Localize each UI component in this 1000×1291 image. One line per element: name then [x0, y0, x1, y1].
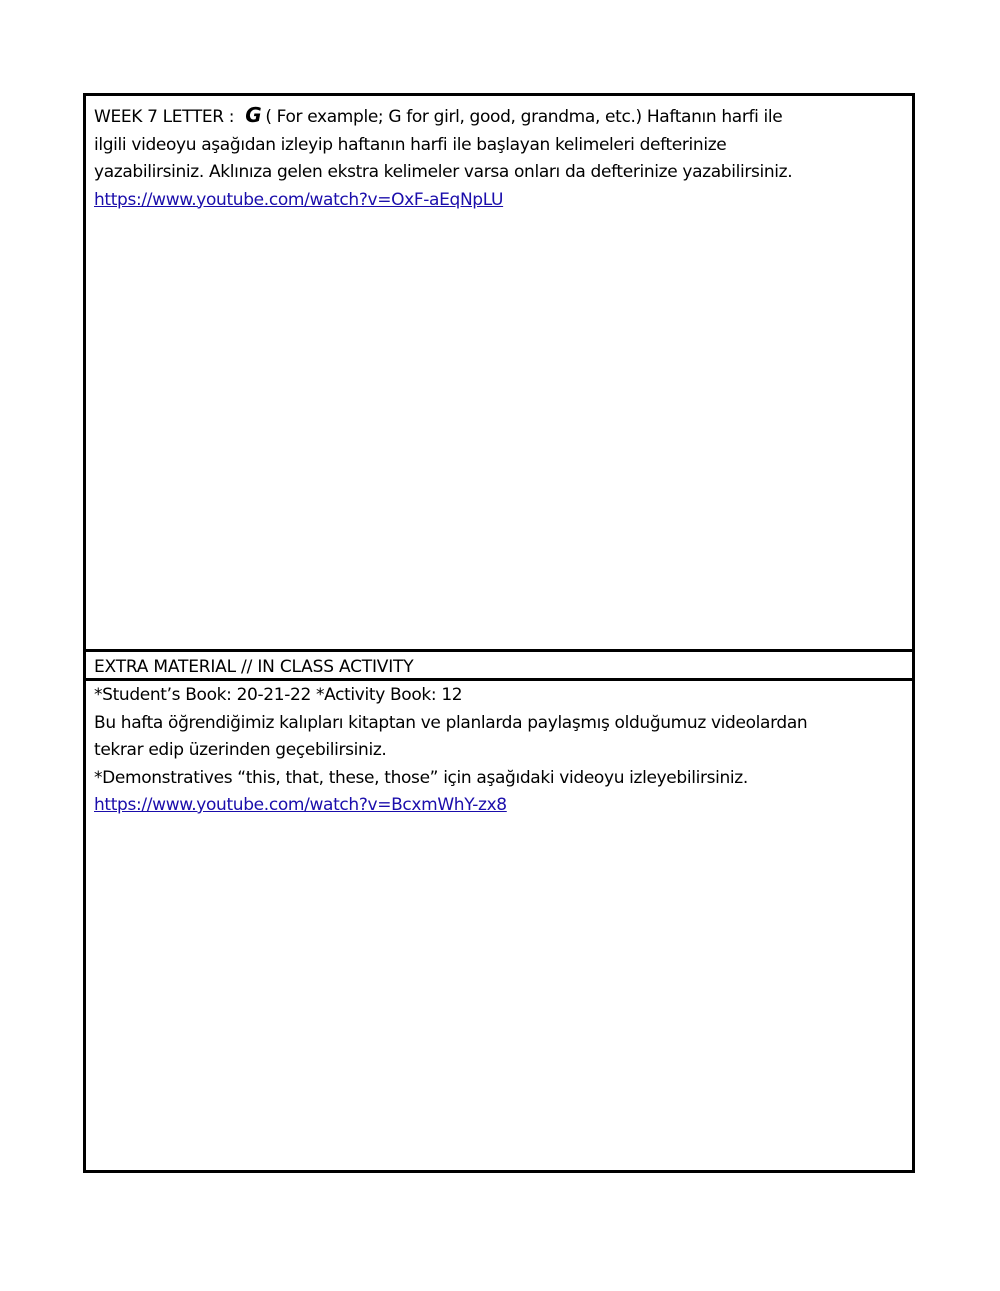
extra-line-link [94, 792, 904, 820]
demonstratives-line: *Demonstratives “this, that, these, those” için aşağıdaki videoyu izleyebilirsiniz. [94, 767, 748, 788]
extra-paragraph-line-1: Bu hafta öğrendiğimiz kalıpları kitaptan ve planlarda paylaşmış olduğumuz videolardan [94, 712, 808, 733]
week-line-4 [94, 187, 904, 215]
worksheet-table [83, 93, 915, 1173]
books-line: *Student’s Book: 20-21-22 *Activity Book: 12 [94, 685, 463, 705]
extra-material-header: EXTRA MATERIAL // IN CLASS ACTIVITY [94, 657, 414, 677]
extra-video-link[interactable]: https://www.youtube.com/watch?v=BcxmWhY-zx8 [94, 795, 507, 815]
week-label: WEEK 7 LETTER : [94, 107, 240, 127]
week-line-1-text: ( For example; G for girl, good, grandma, etc.) Haftanın harfi ile [265, 107, 783, 127]
extra-material-header-cell [86, 649, 912, 681]
extra-material-body-cell [86, 681, 912, 1170]
week-line-1 [94, 102, 904, 132]
extra-paragraph-line-2: tekrar edip üzerinden geçebilirsiniz. [94, 740, 387, 760]
week-line-3: yazabilirsiniz. Aklınıza gelen ekstra kelimeler varsa onları da defterinize yazabilirsiniz. [94, 162, 793, 182]
week-letter: G [245, 103, 262, 127]
week-letter-cell [86, 96, 912, 649]
week-video-link[interactable]: https://www.youtube.com/watch?v=OxF-aEqNpLU [94, 189, 504, 210]
week-line-2: ilgili videoyu aşağıdan izleyip haftanın harfi ile başlayan kelimeleri defterinize [94, 134, 727, 155]
